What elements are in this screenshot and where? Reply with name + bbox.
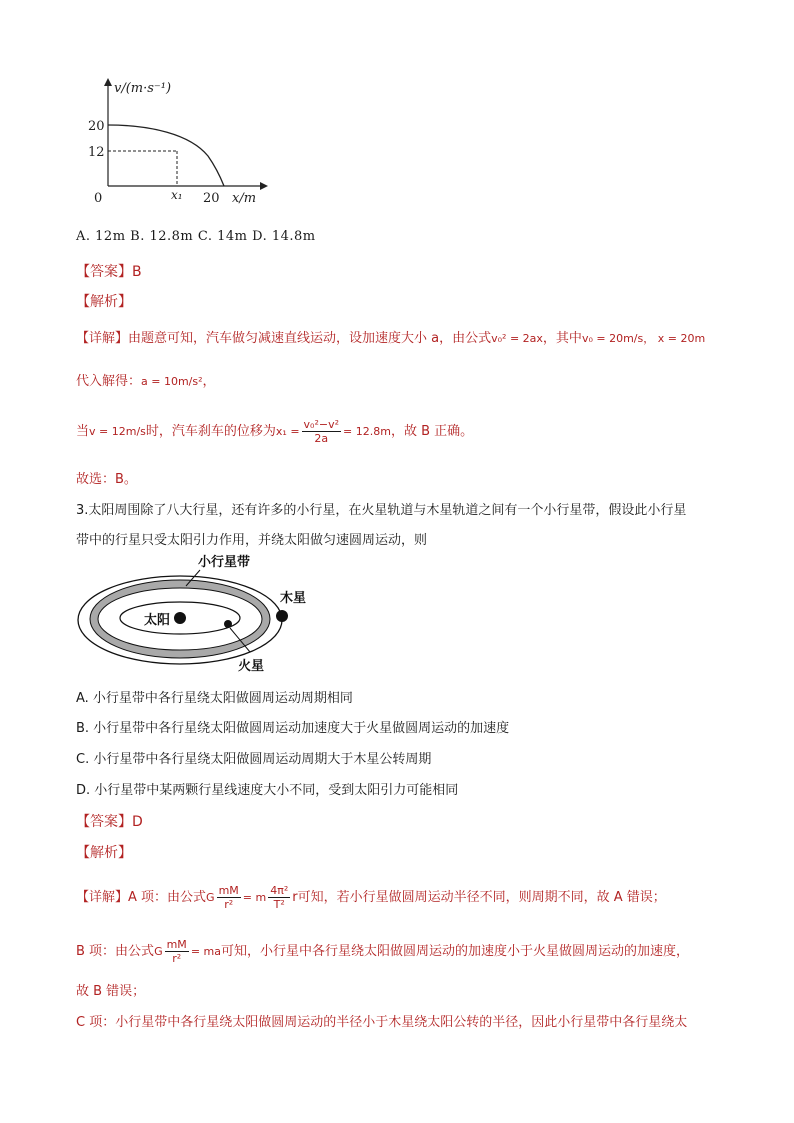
q2-options: A. 12m B. 12.8m C. 14m D. 14.8m — [76, 229, 316, 244]
q3-option-c: C. 小行星带中各行星绕太阳做圆周运动周期大于木星公转周期 — [76, 752, 432, 767]
unit: m/s — [623, 332, 644, 345]
fraction-numerator: mM — [166, 938, 187, 951]
detail-text: ，故 B 正确。 — [390, 424, 474, 439]
asteroid-belt-diagram — [74, 552, 324, 680]
q3-option-a: A. 小行星带中各行星绕太阳做圆周运动周期相同 — [76, 691, 353, 706]
detail-text: B 项：由公式 — [76, 944, 155, 959]
detail-text: r可知，若小行星做圆周运动半径不同，则周期不同，故 A 错误； — [292, 890, 666, 905]
fraction-denominator: T² — [273, 898, 285, 911]
q2-detail-line2 — [76, 370, 216, 389]
q2-detail-line3 — [76, 418, 473, 445]
detail-tag: 【详解】 — [76, 890, 129, 905]
q2-analysis: 【解析】 — [76, 294, 132, 310]
q2-detail-line1 — [76, 327, 705, 346]
fraction-denominator: r² — [224, 898, 234, 911]
detail-text: 代入解得： — [76, 374, 142, 389]
q3-analysis: 【解析】 — [76, 845, 132, 861]
detail-text: ， — [202, 374, 216, 389]
q2-choice: 故选：B。 — [76, 472, 137, 487]
fraction-numerator: 4π² — [270, 884, 289, 897]
q3-detail-c: C 项：小行星带中各行星绕太阳做圆周运动的半径小于木星绕太阳公转的半径，因此小行星带中各行星绕太 — [76, 1015, 688, 1030]
formula: G — [206, 891, 215, 904]
fraction — [217, 884, 241, 911]
q3-detail-b — [76, 938, 689, 965]
detail-text: 可知，小行星中各行星绕太阳做圆周运动的加速度小于火星做圆周运动的加速度， — [220, 944, 689, 959]
origin-label: 0 — [94, 191, 103, 206]
formula: = ma — [190, 945, 221, 958]
detail-text: 由题意可知，汽车做匀减速直线运动，设加速度大小 a，由公式 — [128, 331, 492, 346]
x-tick-x1: x₁ — [171, 188, 183, 202]
unit: m/s — [125, 425, 146, 438]
fraction — [302, 418, 341, 445]
fraction-numerator: mM — [218, 884, 239, 897]
orbit-svg — [74, 552, 324, 680]
fraction-denominator: 2a — [314, 432, 329, 445]
graph-svg — [70, 70, 280, 215]
y-axis-label: v/(m·s⁻¹) — [114, 81, 172, 96]
detail-text: 当 — [76, 424, 90, 439]
x-axis-arrow — [260, 182, 268, 190]
formula: x₁ = — [275, 425, 300, 438]
sun — [174, 612, 186, 624]
sun-label: 太阳 — [144, 613, 171, 628]
fraction — [165, 938, 189, 965]
formula: = m — [242, 891, 267, 904]
q3-detail-a — [76, 884, 666, 911]
y-tick-20: 20 — [88, 119, 105, 134]
formula: v₀ = 20 — [581, 332, 624, 345]
detail-tag: 【详解】 — [76, 331, 129, 346]
y-tick-12: 12 — [88, 145, 105, 160]
formula: v₀² = 2ax — [491, 332, 543, 345]
formula: = 12.8m — [343, 425, 391, 438]
y-axis-arrow — [104, 78, 112, 86]
formula: v = 12 — [89, 425, 126, 438]
q3-stem-line2: 带中的行星只受太阳引力作用，并绕太阳做匀速圆周运动，则 — [76, 533, 428, 548]
detail-text: ，其中 — [542, 331, 582, 346]
q2-answer: 【答案】B — [76, 264, 142, 280]
fraction — [268, 884, 290, 911]
velocity-curve — [108, 125, 224, 186]
velocity-displacement-graph — [70, 70, 280, 215]
jupiter — [276, 610, 288, 622]
jupiter-label: 木星 — [280, 591, 307, 606]
q3-option-b: B. 小行星带中各行星绕太阳做圆周运动加速度大于火星做圆周运动的加速度 — [76, 721, 510, 736]
mars-label: 火星 — [238, 659, 265, 674]
detail-text: A 项：由公式 — [128, 890, 207, 905]
q3-stem-line1: 3.太阳周围除了八大行星，还有许多的小行星，在火星轨道与木星轨道之间有一个小行星带，假设此小行星 — [76, 503, 687, 518]
fraction-numerator: v₀²−v² — [303, 418, 340, 431]
x-axis-label: x/m — [232, 191, 257, 206]
x-tick-20: 20 — [203, 191, 220, 206]
detail-text: 时，汽车刹车的位移为 — [145, 424, 276, 439]
fraction-denominator: r² — [172, 952, 182, 965]
mars — [224, 620, 232, 628]
unit: m/s² — [177, 375, 203, 388]
formula: G — [154, 945, 163, 958]
belt-label: 小行星带 — [198, 555, 251, 570]
q3-detail-b-cont: 故 B 错误； — [76, 984, 146, 999]
formula: ， x = 20m — [643, 332, 706, 345]
q3-option-d: D. 小行星带中某两颗行星线速度大小不同，受到太阳引力可能相同 — [76, 783, 459, 798]
formula: a = 10 — [141, 375, 178, 388]
q3-answer: 【答案】D — [76, 814, 143, 830]
